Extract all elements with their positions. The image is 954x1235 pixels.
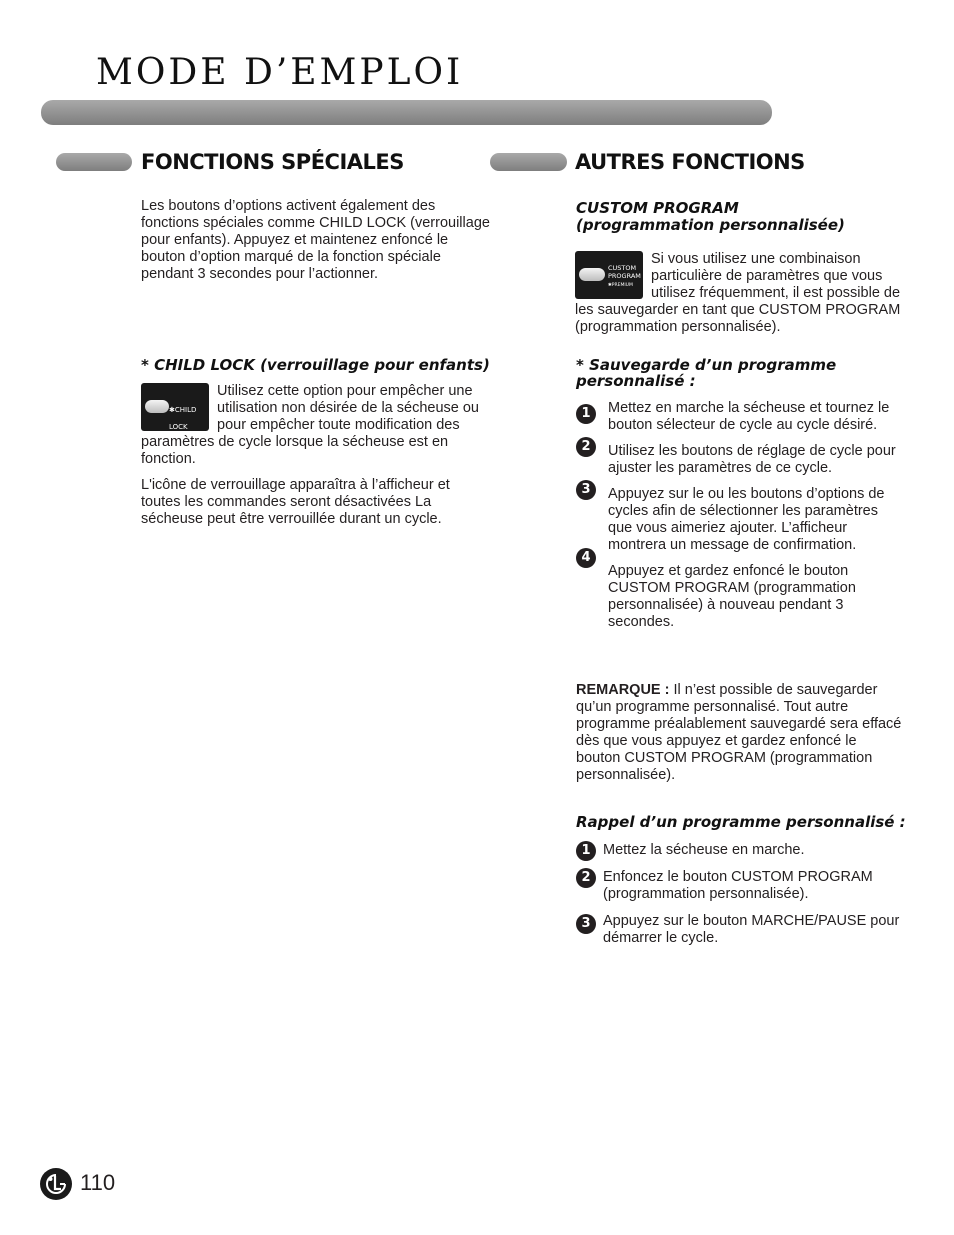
step-text: Mettez la sécheuse en marche. — [603, 842, 805, 858]
section-pill-left — [56, 153, 132, 171]
section-heading-autres-fonctions: AUTRES FONCTIONS — [575, 150, 805, 174]
lg-logo-icon — [40, 1168, 72, 1200]
custom-program-subheading-line1: CUSTOM PROGRAM — [576, 199, 739, 217]
list-item — [576, 550, 901, 631]
child-lock-button-image — [141, 383, 209, 431]
recall-steps-list — [576, 842, 902, 947]
list-item — [576, 869, 902, 903]
button-pill — [579, 268, 605, 281]
step-text: Utilisez les boutons de réglage de cycle pour ajuster les paramètres de ce cycle. — [608, 443, 896, 476]
custom-program-button-image — [575, 251, 643, 299]
step-text: Appuyez sur le ou les boutons d’options de cycles afin de sélectionner les paramètres que vous aimeriez ajouter. L’afficheur montrera un message de confirmation. — [608, 486, 885, 553]
recall-subheading: Rappel d’un programme personnalisé : — [576, 813, 906, 831]
step-text: Appuyez sur le bouton MARCHE/PAUSE pour démarrer le cycle. — [603, 913, 900, 946]
button-pill — [145, 400, 169, 413]
custom-program-button-line1: CUSTOM — [608, 264, 637, 272]
custom-program-button-line2: PROGRAM — [608, 272, 641, 280]
custom-program-subheading-line2: (programmation personnalisée) — [576, 216, 845, 234]
list-item — [576, 842, 902, 859]
list-item — [576, 482, 901, 554]
custom-program-button-label — [608, 264, 641, 290]
list-item — [576, 439, 901, 477]
step-text: Enfoncez le bouton CUSTOM PROGRAM (programmation personnalisée). — [603, 869, 873, 902]
step-text: Mettez en marche la sécheuse et tournez le bouton sélecteur de cycle au cycle désiré. — [608, 400, 890, 433]
child-lock-button-label: ✱CHILD LOCK — [169, 406, 197, 431]
step-number-badge: 3 — [576, 914, 596, 934]
page-title: MODE D’EMPLOI — [96, 52, 464, 93]
note-text: Il n’est possible de sauvegarder qu’un programme personnalisé. Tout autre programme préalablement sauvegardé sera effacé dès que vous appuyez et gardez enfoncé le bouton CUSTOM PROGRAM (programmation personnalisée). — [576, 682, 902, 783]
custom-program-subheading — [576, 200, 906, 234]
page-number: 110 — [80, 1170, 116, 1195]
section-pill-right — [490, 153, 567, 171]
step-number-badge: 4 — [576, 548, 596, 568]
custom-program-para: Si vous utilisez une combinaison particulière de paramètres que vous utilisez fréquemment, il est possible de les sauvegarder en tant que CUSTOM PROGRAM (programmation personnalisée). — [575, 251, 901, 335]
section-heading-fonctions-speciales: FONCTIONS SPÉCIALES — [141, 150, 404, 174]
child-lock-subheading: * CHILD LOCK (verrouillage pour enfants) — [141, 356, 490, 374]
title-bar — [41, 100, 772, 125]
note-paragraph — [576, 682, 902, 784]
custom-program-button-line3: ✱PREMIUM — [608, 283, 633, 288]
step-number-badge: 1 — [576, 841, 596, 861]
custom-program-block — [575, 251, 901, 345]
intro-paragraph: Les boutons d’options activent également des fonctions spéciales comme CHILD LOCK (verrouillage pour enfants). Appuyez et maintenez enfoncé le bouton d’option marqué de la fonction spéciale pendant 3 secondes pour l’actionner. — [141, 198, 490, 282]
save-subheading: * Sauvegarde d’un programme personnalisé : — [576, 356, 837, 390]
step-number-badge: 2 — [576, 868, 596, 888]
child-lock-block — [141, 383, 481, 537]
step-number-badge: 2 — [576, 437, 596, 457]
child-lock-para-2: L'icône de verrouillage apparaîtra à l’afficheur et toutes les commandes seront désactivées La sécheuse peut être verrouillée durant un cycle. — [141, 477, 450, 527]
list-item — [576, 400, 901, 434]
note-label: REMARQUE : — [576, 682, 670, 698]
save-steps-list — [576, 400, 901, 631]
step-number-badge: 1 — [576, 404, 596, 424]
step-text: Appuyez et gardez enfoncé le bouton CUSTOM PROGRAM (programmation personnalisée) à nouveau pendant 3 secondes. — [608, 563, 856, 630]
list-item — [576, 913, 902, 947]
child-lock-para-1: Utilisez cette option pour empêcher une utilisation non désirée de la sécheuse ou pour empêcher toute modification des paramètres de cycle lorsque la sécheuse est en fonction. — [141, 383, 479, 467]
step-number-badge: 3 — [576, 480, 596, 500]
